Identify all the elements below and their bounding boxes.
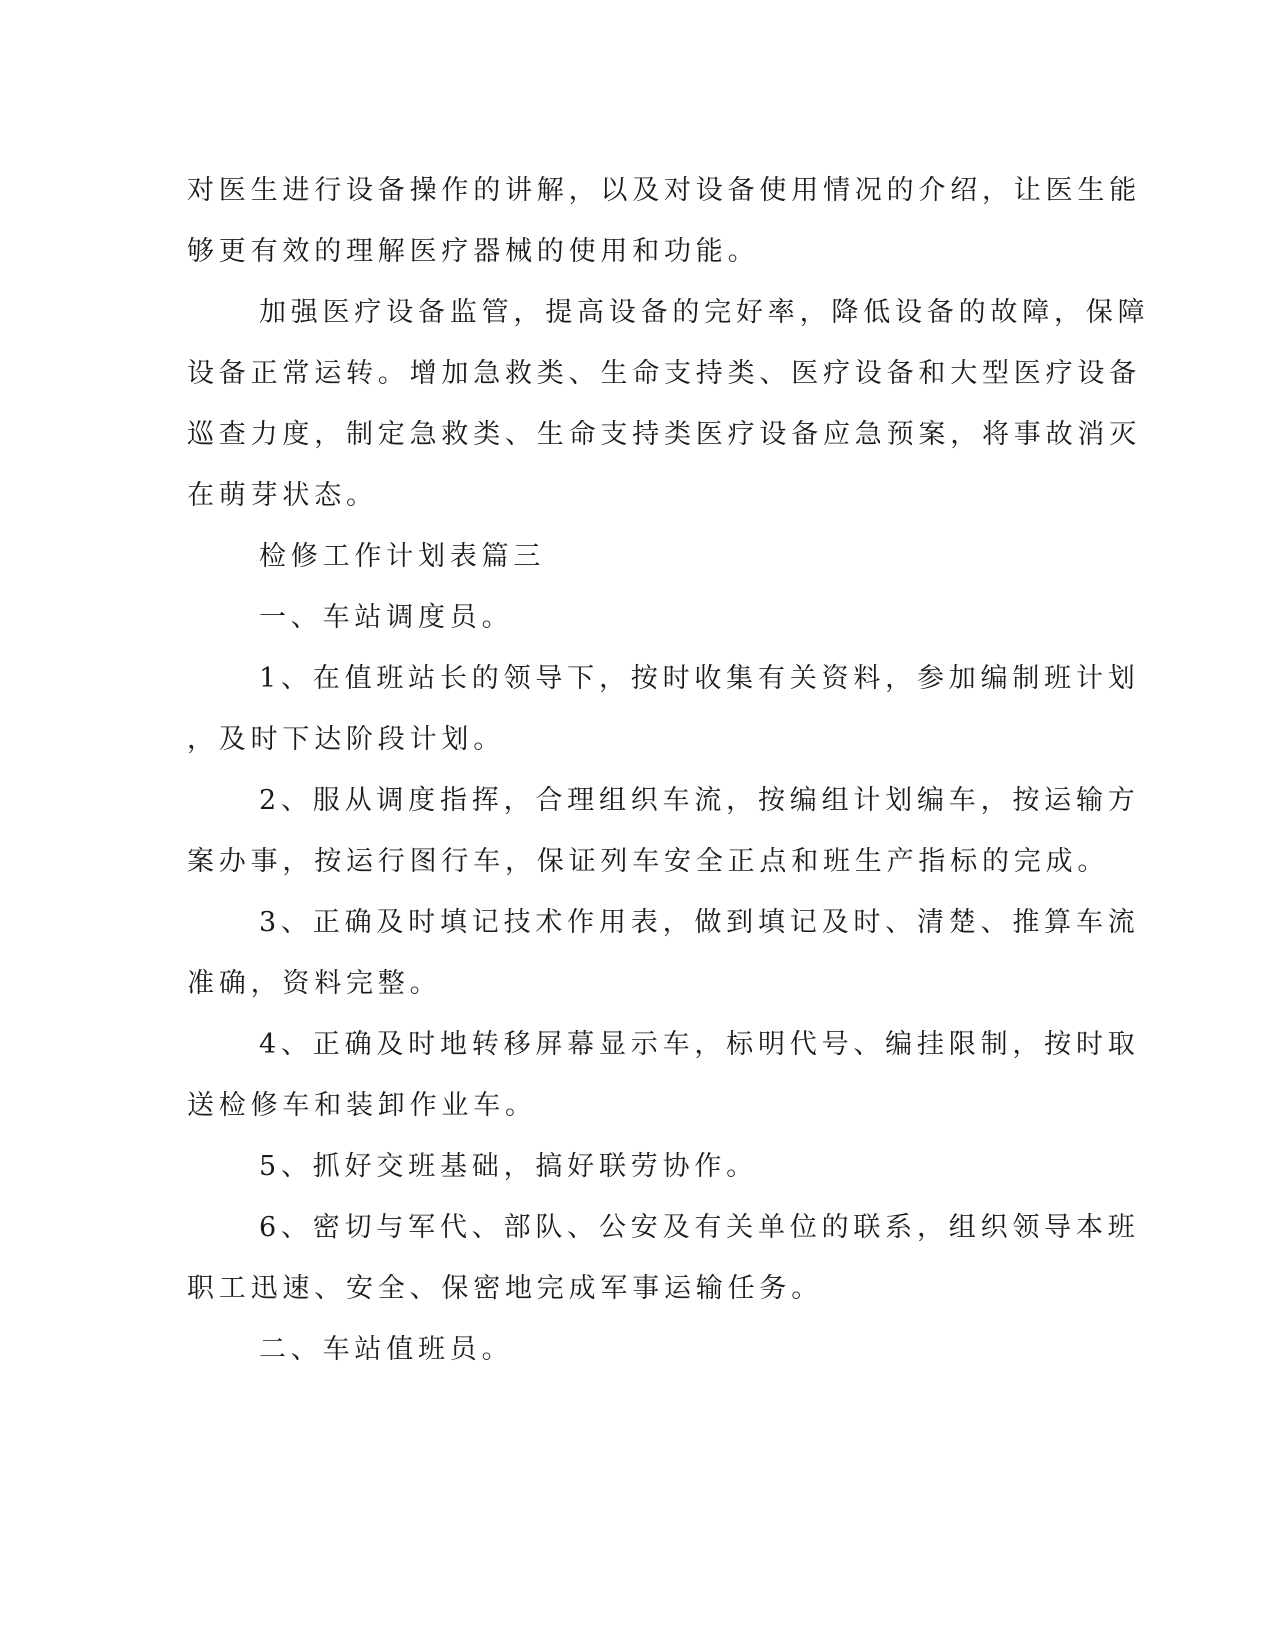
list-item-1: [187, 648, 1140, 770]
text-line: 2、服从调度指挥，合理组织车流，按编组计划编车，按运输方: [259, 785, 1140, 816]
text-line: 对医生进行设备操作的讲解，以及对设备使用情况的介绍，让医生能: [187, 175, 1141, 206]
section-heading: [187, 526, 1067, 587]
list-item-6: [187, 1197, 1140, 1319]
text-line: 准确，资料完整。: [187, 968, 442, 999]
list-item-4: [187, 1014, 1140, 1136]
text-line: 加强医疗设备监管，提高设备的完好率，降低设备的故障，保障: [259, 297, 1150, 328]
list-item-5: [187, 1136, 1067, 1197]
text-line: 二、车站值班员。: [259, 1334, 514, 1365]
subheading-station-duty-officer: [187, 1319, 1067, 1380]
paragraph-equipment-supervision: [187, 282, 1150, 526]
text-line: ，及时下达阶段计划。: [187, 724, 505, 755]
text-line: 检修工作计划表篇三: [259, 541, 546, 572]
text-line: 案办事，按运行图行车，保证列车安全正点和班生产指标的完成。: [187, 846, 1110, 877]
text-line: 在萌芽状态。: [187, 480, 378, 511]
text-line: 3、正确及时填记技术作用表，做到填记及时、清楚、推算车流: [259, 907, 1140, 938]
list-item-2: [187, 770, 1140, 892]
text-line: 6、密切与军代、部队、公安及有关单位的联系，组织领导本班: [259, 1212, 1140, 1243]
text-line: 1、在值班站长的领导下，按时收集有关资料，参加编制班计划: [259, 663, 1140, 694]
text-line: 设备正常运转。增加急救类、生命支持类、医疗设备和大型医疗设备: [187, 358, 1141, 389]
text-line: 4、正确及时地转移屏幕显示车，标明代号、编挂限制，按时取: [259, 1029, 1140, 1060]
paragraph-device-training: [187, 160, 1141, 282]
document-body: [187, 160, 1150, 1380]
text-line: 一、车站调度员。: [259, 602, 514, 633]
subheading-station-dispatcher: [187, 587, 1067, 648]
text-line: 巡查力度，制定急救类、生命支持类医疗设备应急预案，将事故消灭: [187, 419, 1141, 450]
text-line: 送检修车和装卸作业车。: [187, 1090, 537, 1121]
text-line: 够更有效的理解医疗器械的使用和功能。: [187, 236, 760, 267]
text-line: 职工迅速、安全、保密地完成军事运输任务。: [187, 1273, 823, 1304]
text-line: 5、抓好交班基础，搞好联劳协作。: [259, 1151, 758, 1182]
list-item-3: [187, 892, 1140, 1014]
